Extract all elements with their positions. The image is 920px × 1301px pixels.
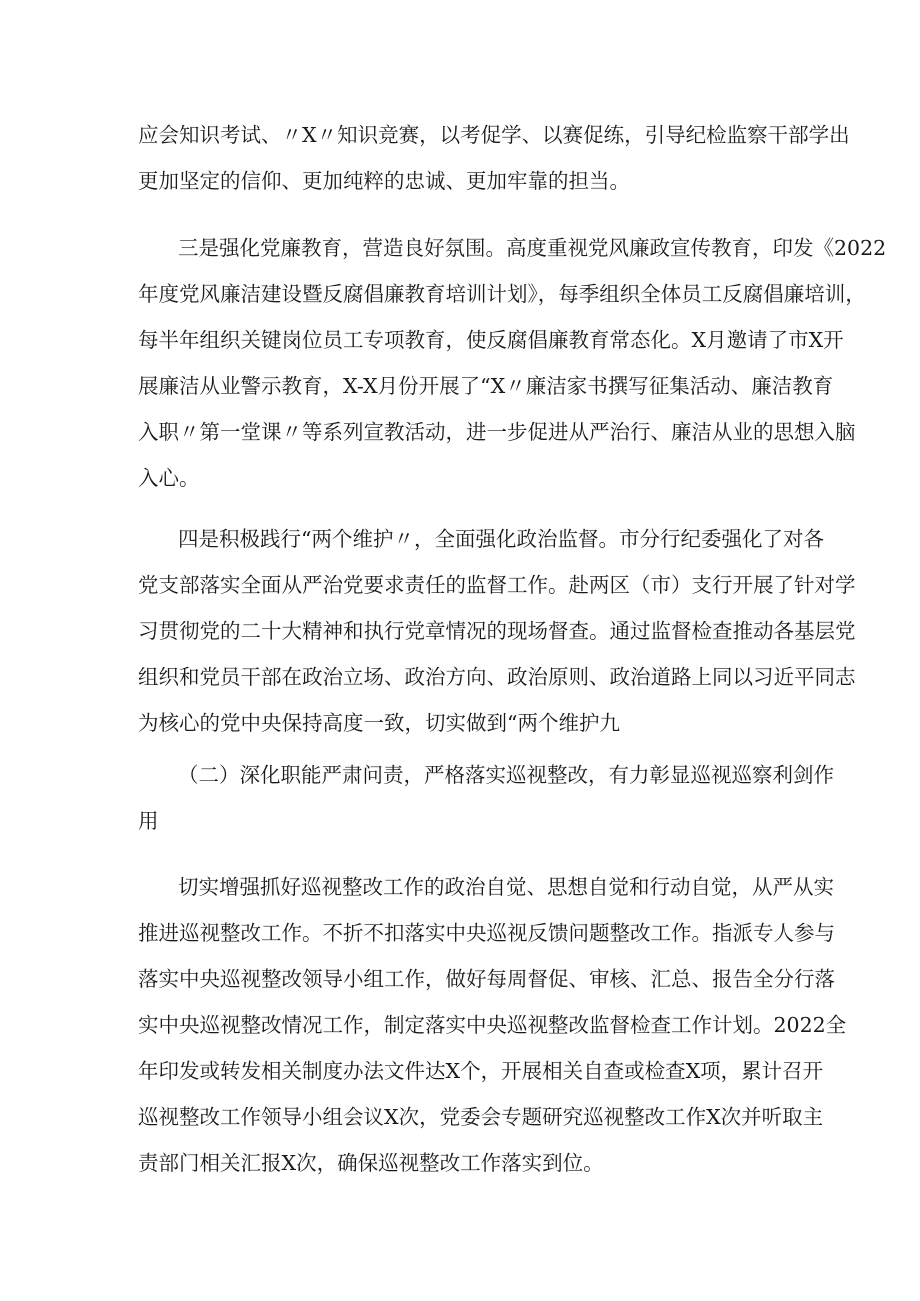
paragraph-2-line-4: 展廉洁从业警示教育，X-X月份开展了“X〃廉洁家书撰写征集活动、廉洁教育 bbox=[138, 374, 834, 398]
paragraph-3-line-2: 党支部落实全面从严治党要求责任的监督工作。赴两区（市）支行开展了针对学 bbox=[138, 573, 856, 597]
paragraph-3-line-1: 四是积极践行“两个维护〃，全面强化政治监督。市分行纪委强化了对各 bbox=[178, 527, 824, 551]
section-heading-line-1: （二）深化职能严肃问责，严格落实巡视整改，有力彰显巡视巡察利剑作 bbox=[178, 763, 834, 787]
paragraph-5-line-5: 年印发或转发相关制度办法文件达X个，开展相关自查或检查X项，累计召开 bbox=[138, 1059, 824, 1083]
paragraph-3-line-3: 习贯彻党的二十大精神和执行党章情况的现场督查。通过监督检查推动各基层党 bbox=[138, 619, 856, 643]
paragraph-3-line-5: 为核心的党中央保持高度一致，切实做到“两个维护九 bbox=[138, 711, 620, 735]
paragraph-3-line-4: 组织和党员干部在政治立场、政治方向、政治原则、政治道路上同以习近平同志 bbox=[138, 665, 856, 689]
paragraph-5-line-6: 巡视整改工作领导小组会议X次，党委会专题研究巡视整改工作X次并听取主 bbox=[138, 1105, 824, 1129]
paragraph-5-line-7: 责部门相关汇报X次，确保巡视整改工作落实到位。 bbox=[138, 1151, 604, 1175]
paragraph-5-line-1: 切实增强抓好巡视整改工作的政治自觉、思想自觉和行动自觉，从严从实 bbox=[178, 875, 834, 899]
paragraph-2-line-3: 每半年组织关键岗位员工专项教育，使反腐倡廉教育常态化。X月邀请了市X开 bbox=[138, 328, 844, 352]
paragraph-2-line-1: 三是强化党廉教育，营造良好氛围。高度重视党风廉政宣传教育，印发《2022 bbox=[178, 236, 887, 260]
paragraph-5-line-2: 推进巡视整改工作。不折不扣落实中央巡视反馈问题整改工作。指派专人参与 bbox=[138, 921, 835, 945]
paragraph-2-line-5: 入职〃第一堂课〃等系列宣教活动，进一步促进从严治行、廉洁从业的思想入脑 bbox=[138, 420, 856, 444]
section-heading-line-2: 用 bbox=[138, 809, 159, 833]
paragraph-1-line-2: 更加坚定的信仰、更加纯粹的忠诚、更加牢靠的担当。 bbox=[138, 169, 630, 193]
paragraph-1-line-1: 应会知识考试、〃X〃知识竞赛，以考促学、以赛促练，引导纪检监察干部学出 bbox=[138, 123, 850, 147]
paragraph-5-line-3: 落实中央巡视整改领导小组工作，做好每周督促、审核、汇总、报告全分行落 bbox=[138, 967, 835, 991]
paragraph-5-line-4: 实中央巡视整改情况工作，制定落实中央巡视整改监督检查工作计划。2022全 bbox=[138, 1013, 847, 1037]
paragraph-2-line-2: 年度党风廉洁建设暨反腐倡廉教育培训计划》，每季组织全体员工反腐倡廉培训， bbox=[138, 282, 866, 306]
paragraph-2-line-6: 入心。 bbox=[138, 466, 200, 490]
